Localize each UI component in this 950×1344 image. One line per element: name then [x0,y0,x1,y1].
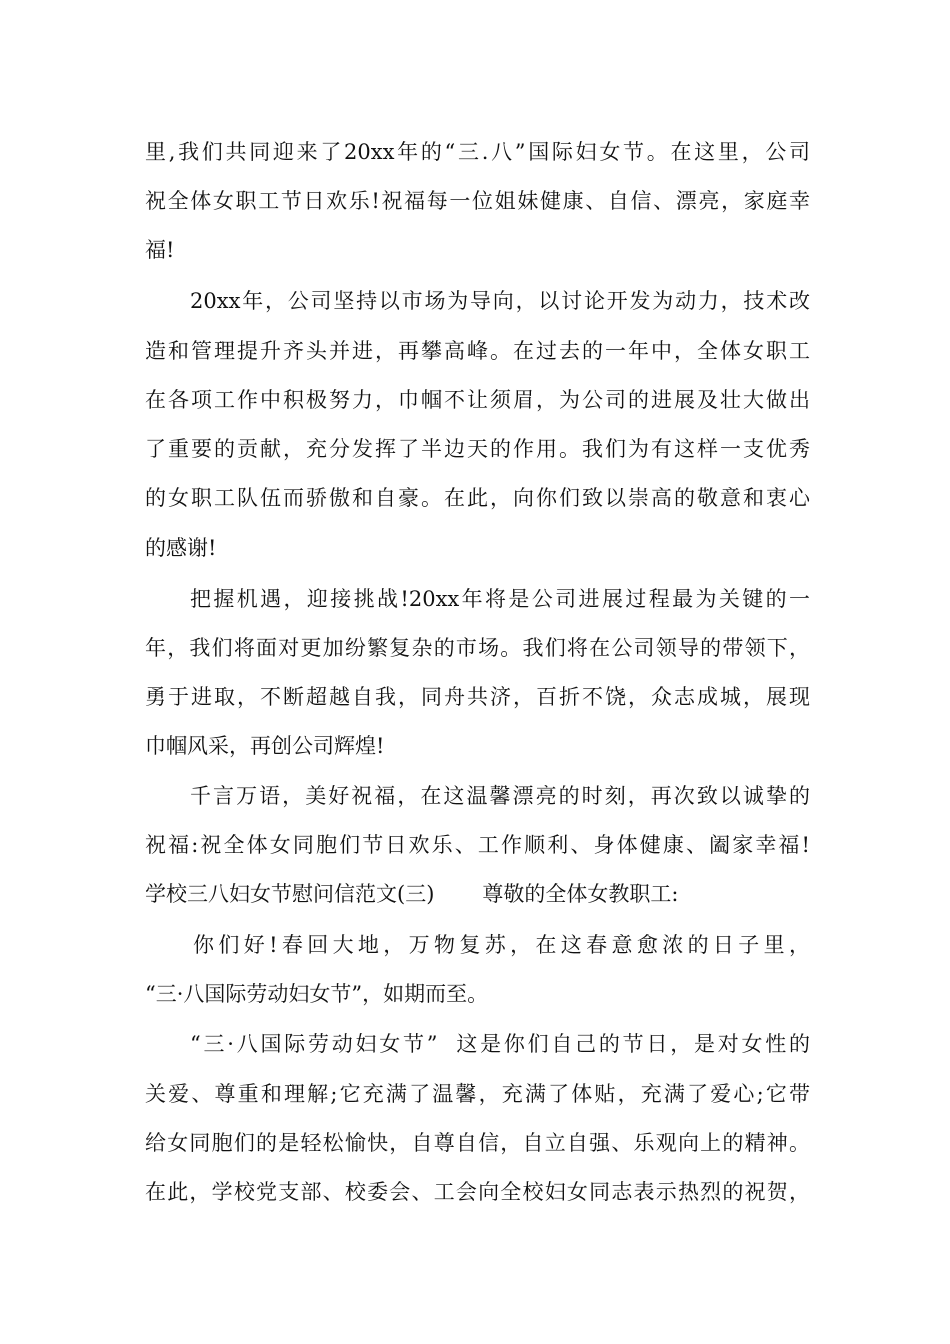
text-line: 在此，学校党支部、校委会、工会向全校妇女同志表示热烈的祝贺， [145,1180,810,1204]
text-line: 福! [145,238,175,262]
letter-title: 学校三八妇女节慰问信范文(三) [145,882,435,906]
text-line: 在各项工作中积极努力，巾帼不让须眉，为公司的进展及壮大做出 [145,388,810,412]
text-line: 祝全体女职工节日欢乐!祝福每一位姐妹健康、自信、漂亮，家庭幸 [145,189,810,213]
text-line: 关爱、尊重和理解;它充满了温馨，充满了体贴，充满了爱心;它带 [145,1082,810,1106]
letter-heading-line [145,878,810,910]
text-line: 造和管理提升齐头并进，再攀高峰。在过去的一年中，全体女职工 [145,339,810,363]
text-line: “三·八国际劳动妇女节”，如期而至。 [145,982,489,1006]
text-line: 祝福:祝全体女同胞们节日欢乐、工作顺利、身体健康、阖家幸福! [145,833,810,857]
text-line: 巾帼风采，再创公司辉煌! [145,734,385,758]
text-line: 的感谢! [145,536,217,560]
text-line: 千言万语，美好祝福，在这温馨漂亮的时刻，再次致以诚挚的 [190,784,810,808]
text-line: 把握机遇，迎接挑战!20xx年将是公司进展过程最为关键的一 [190,587,810,611]
text-line: “三·八国际劳动妇女节” 这是你们自己的节日，是对女性的 [190,1032,810,1056]
text-line: 20xx年，公司坚持以市场为导向，以讨论开发为动力，技术改 [190,289,810,313]
text-line: 勇于进取，不断超越自我，同舟共济，百折不饶，众志成城，展现 [145,685,810,709]
text-line: 的女职工队伍而骄傲和自豪。在此，向你们致以崇高的敬意和衷心 [145,486,810,510]
letter-salutation: 尊敬的全体女教职工: [482,882,679,906]
text-line: 年，我们将面对更加纷繁复杂的市场。我们将在公司领导的带领下， [145,636,810,660]
text-line: 了重要的贡献，充分发挥了半边天的作用。我们为有这样一支优秀 [145,437,810,461]
text-line: 里,我们共同迎来了20xx年的“三.八”国际妇女节。在这里，公司 [145,140,810,164]
text-line: 给女同胞们的是轻松愉快，自尊自信，自立自强、乐观向上的精神。 [145,1131,810,1155]
text-line: 你们好!春回大地，万物复苏，在这春意愈浓的日子里， [193,933,810,957]
